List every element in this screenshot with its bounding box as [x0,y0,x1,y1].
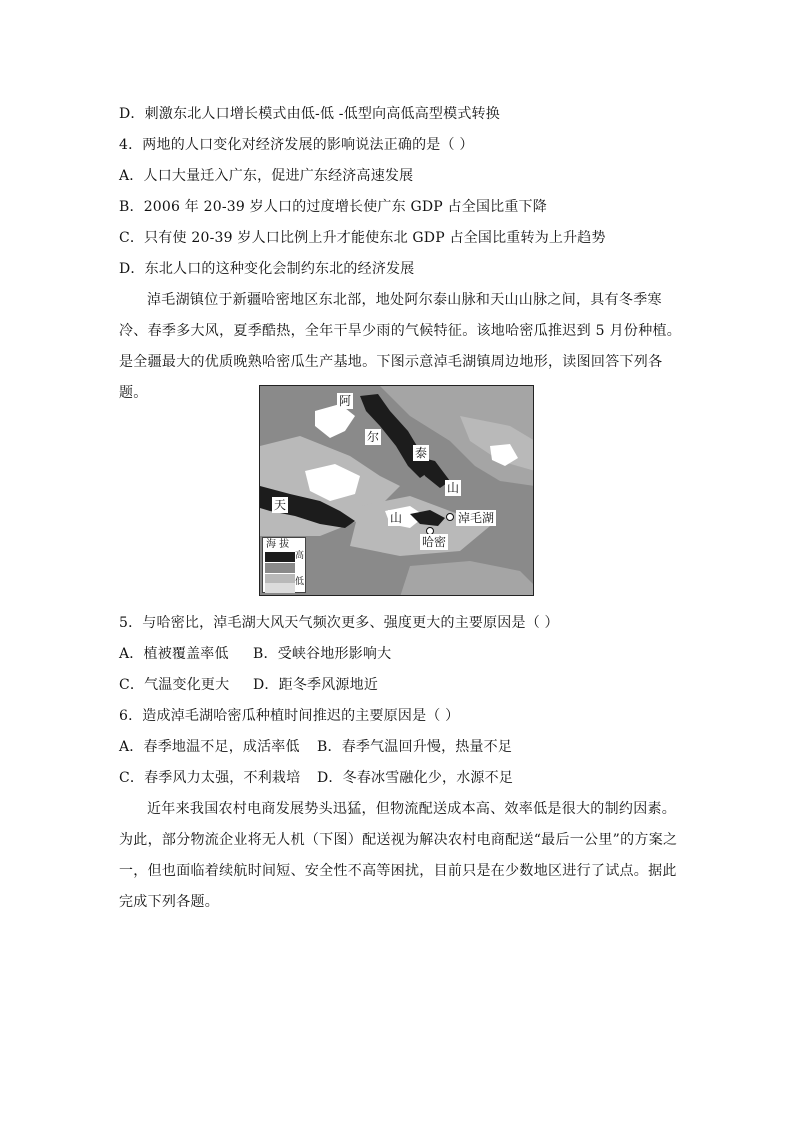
label-hami: 哈密 [422,535,447,549]
terrain-map [259,385,534,596]
q4-option-d: D．东北人口的这种变化会制约东北的经济发展 [119,261,415,277]
label-naomaohu: 淖毛湖 [458,511,495,525]
label-er: 尔 [367,430,380,444]
q5-option-a: A．植被覆盖率低 [119,646,229,662]
q3-option-d: D．刺激东北人口增长模式由低-低 -低型向高低高型模式转换 [119,106,500,122]
q6-option-a: A．春季地温不足，成活率低 [119,739,300,755]
passage-drone [119,794,684,918]
elevation-legend [262,537,306,593]
passage-drone-text: 近年来我国农村电商发展势头迅猛，但物流配送成本高、效率低是很大的制约因素。为此，部分物流企业将无人机（下图）配送视为解决农村电商配送“最后一公里”的方案之一，但也面临着续航时间短、安全性不高等困扰，目前只是在少数地区进行了试点。据此完成下列各题。 [119,801,678,910]
label-tian: 天 [274,498,287,512]
legend-title: 海 拔 [266,539,290,550]
legend-swatch-low [265,583,295,593]
legend-swatch-mid [265,563,295,573]
q5-option-c: C．气温变化更大 [119,677,230,693]
q6-option-d: D．冬春冰雪融化少，水源不足 [317,770,514,786]
label-shan-altai: 山 [447,481,460,495]
q5-options-ab [119,644,391,664]
legend-swatch-high [265,552,295,562]
legend-high: 高 [293,550,303,559]
q4-stem: 4．两地的人口变化对经济发展的影响说法正确的是（ ） [119,137,474,153]
q6-stem: 6．造成淖毛湖哈密瓜种植时间推迟的主要原因是（ ） [119,708,460,724]
q6-options-cd [119,768,513,788]
label-shan-tianshan: 山 [390,511,403,525]
q5-option-d: D．距冬季风源地近 [253,677,379,693]
legend-low: 低 [293,576,303,585]
q6-options-ab [119,737,512,757]
q6-option-c: C．春季风力太强，不利栽培 [119,770,301,786]
q5-option-b: B．受峡谷地形影响大 [253,646,392,662]
q5-stem: 5．与哈密比，淖毛湖大风天气频次更多、强度更大的主要原因是（ ） [119,615,559,631]
q6-option-b: B．春季气温回升慢，热量不足 [317,739,513,755]
passage-naomaohu-text: 淖毛湖镇位于新疆哈密地区东北部，地处阿尔泰山脉和天山山脉之间，具有冬季寒冷、春季多大风，夏季酷热，全年干旱少雨的气候特征。该地哈密瓜推迟到 5 月份种植。是全疆最大的优质晚熟哈密瓜生产基地。下图示意淖毛湖镇周边地形，读图回答下列各题。 [119,292,682,401]
q4-option-c: C．只有使 20-39 岁人口比例上升才能使东北 GDP 占全国比重转为上升趋势 [119,230,606,246]
label-a: 阿 [339,394,352,408]
q4-option-b: B．2006 年 20-39 岁人口的过度增长使广东 GDP 占全国比重下降 [119,199,547,215]
q5-options-cd [119,675,378,695]
label-tai: 泰 [415,446,428,460]
q4-option-a: A．人口大量迁入广东，促进广东经济高速发展 [119,168,414,184]
